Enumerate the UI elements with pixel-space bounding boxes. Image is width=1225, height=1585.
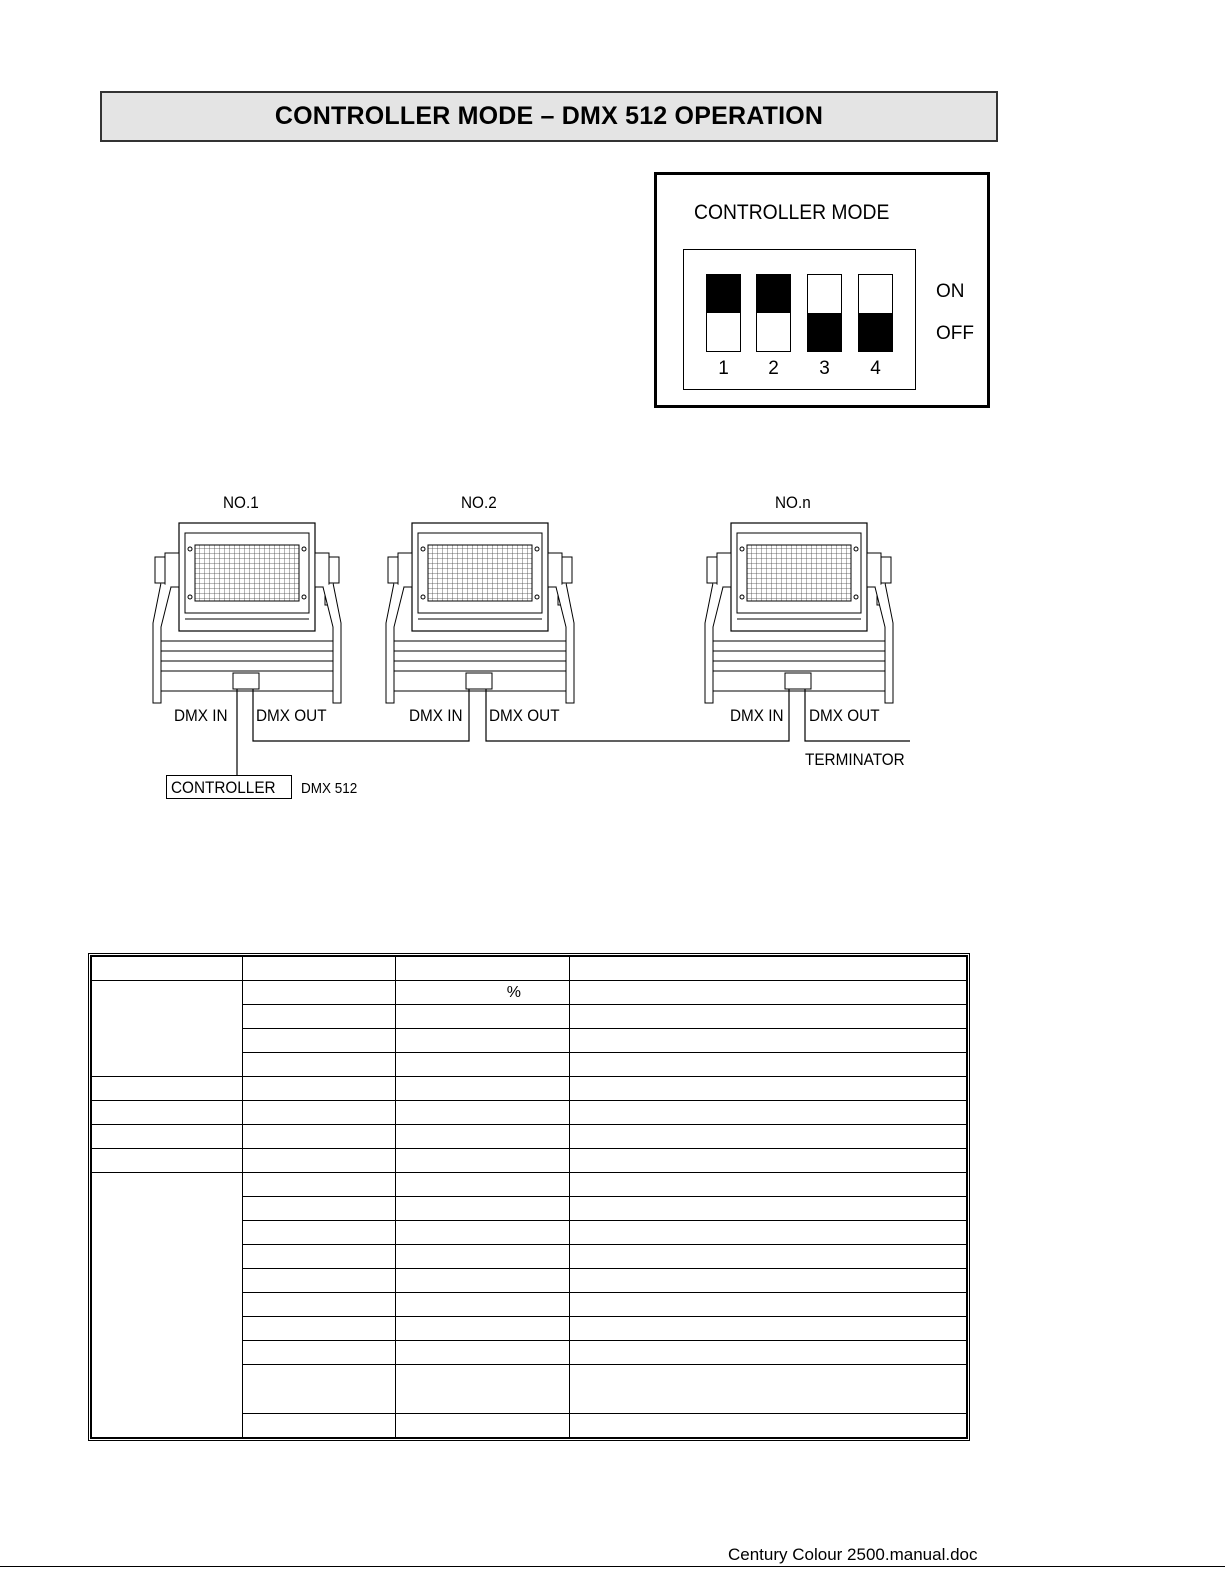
fixture-label: NO.1 [223,493,259,512]
dmx-out-label: DMX OUT [809,706,880,725]
table-row [92,1149,967,1173]
fixture-no1 [153,523,341,703]
dmx-channel-table [88,953,970,1441]
controller-label: CONTROLLER [171,778,276,797]
page-title: CONTROLLER MODE – DMX 512 OPERATION [274,102,824,130]
dmx-out-label: DMX OUT [256,706,327,725]
switch-number: 1 [718,358,729,379]
dmx-out-label: DMX OUT [489,706,560,725]
fixture-no2 [386,523,574,703]
table-row [92,1125,967,1149]
controller-protocol-label: DMX 512 [301,780,358,797]
table-row [92,1101,967,1125]
fixture-label: NO.2 [461,493,497,512]
switch-number: 3 [819,358,830,379]
table-row [92,1077,967,1101]
fixture-label: NO.n [775,493,811,512]
controller-box [166,775,292,799]
table-row [92,1173,967,1197]
footer-rule [0,1566,1225,1567]
dmx-in-label: DMX IN [409,706,463,725]
switch-number: 4 [870,358,881,379]
table-row [92,981,967,1005]
terminator-label: TERMINATOR [805,750,905,769]
switch-number: 2 [768,358,779,379]
dip-switch-heading: CONTROLLER MODE [694,201,890,224]
fixture-non [705,523,893,703]
document-footer: Century Colour 2500.manual.doc [728,1545,978,1564]
dmx-in-label: DMX IN [174,706,228,725]
dmx-in-label: DMX IN [730,706,784,725]
percent-symbol: % [506,983,521,1001]
table-header-row [92,957,967,981]
on-label: ON [936,281,965,302]
off-label: OFF [936,323,974,344]
